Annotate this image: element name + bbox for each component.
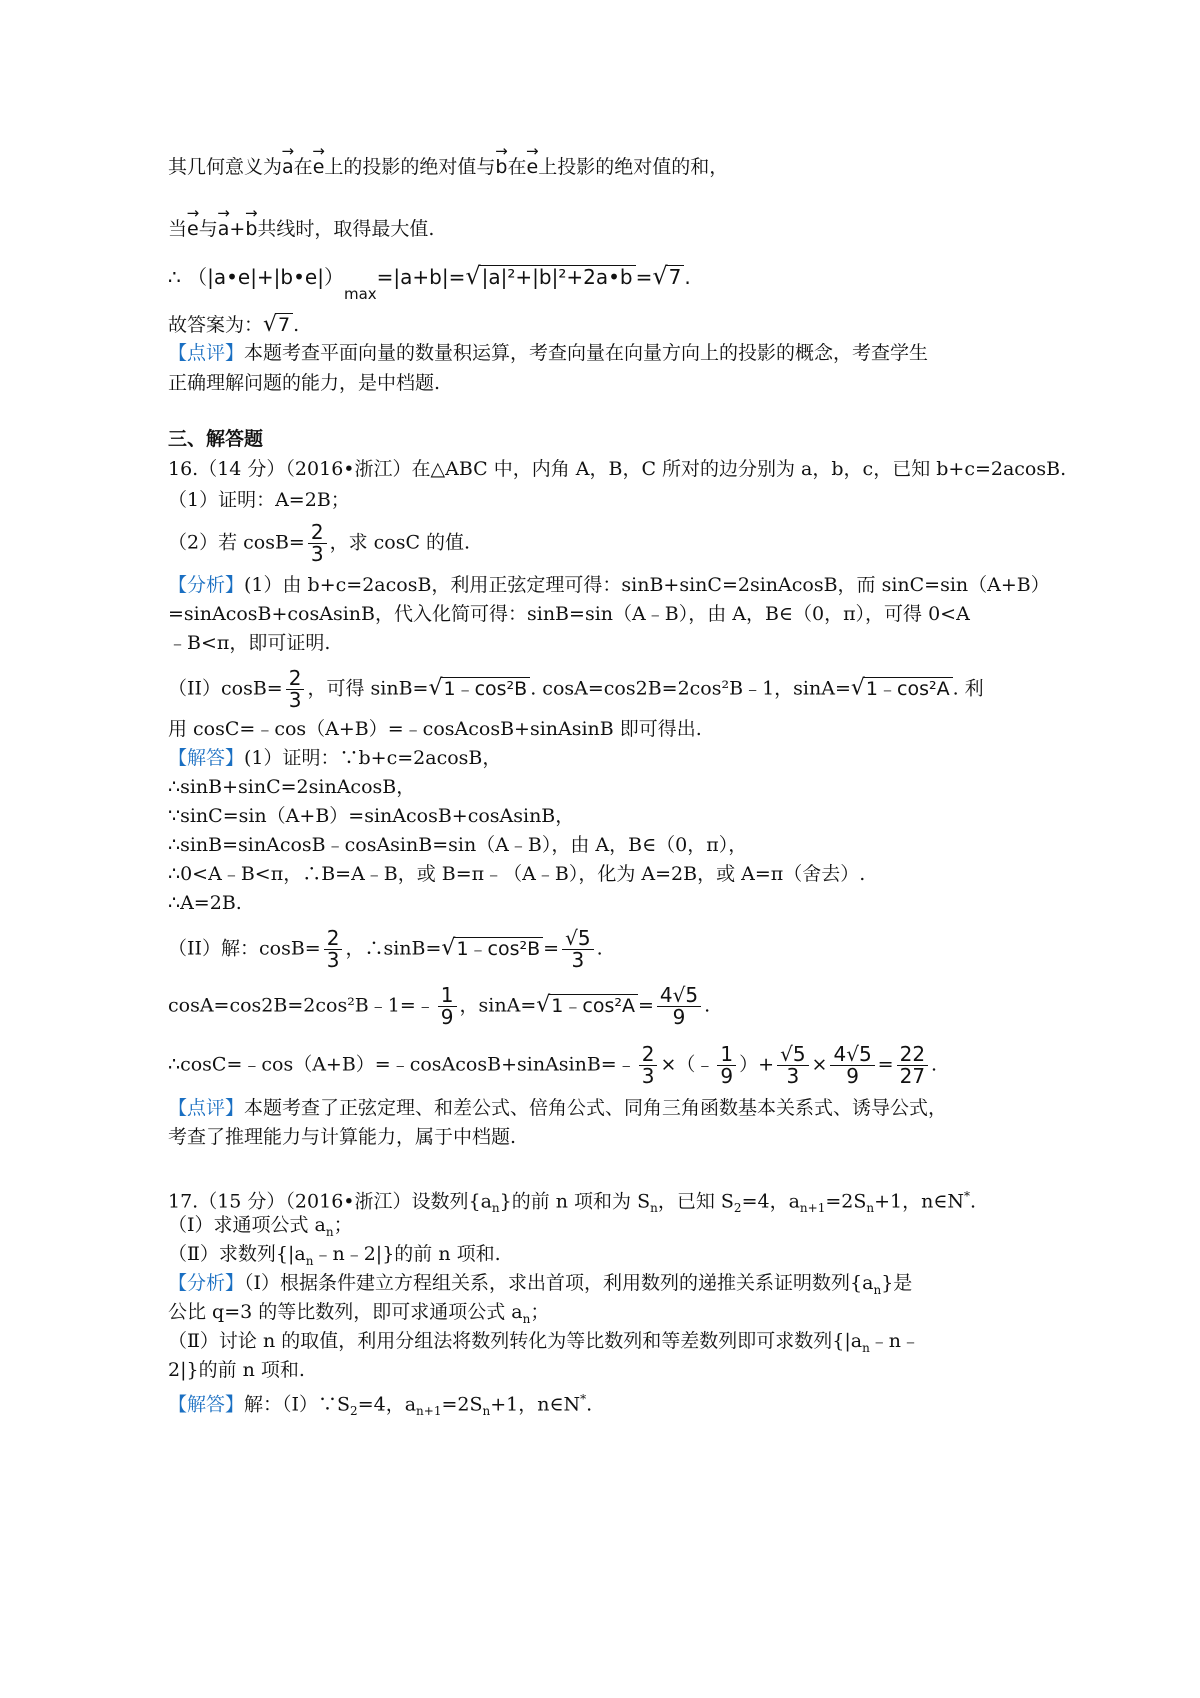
text: ﹣n﹣2|}的前 n 项和. [313, 1243, 501, 1265]
vector-b: → b [495, 148, 507, 176]
numerator: 1 [438, 985, 457, 1007]
vector-e: → e [313, 148, 325, 176]
numerator: 2 [639, 1044, 658, 1066]
subscript: n [325, 1224, 334, 1239]
fraction [562, 928, 593, 971]
vector-e: → e [526, 148, 538, 176]
numerator: √5 [562, 928, 593, 950]
period: . [684, 265, 691, 289]
q16-solution-l5: ∴0<A﹣B<π，∴B=A﹣B，或 B=π﹣（A﹣B），化为 A=2B，或 A=π（舍去）. [168, 863, 866, 885]
prev-comment-line1 [168, 339, 928, 367]
numerator: √5 [777, 1044, 808, 1066]
times-sign: × [811, 1053, 828, 1076]
fraction [717, 1044, 736, 1087]
prev-comment-line2 [168, 369, 440, 397]
fraction [639, 1044, 658, 1087]
vector-e: → e [187, 210, 199, 238]
text: （Ⅱ）求数列{|a [168, 1243, 306, 1265]
vector-a: → a [218, 210, 230, 238]
text: =4，a [357, 1393, 417, 1416]
q16-part1: （1）证明：A=2B； [168, 489, 350, 511]
fraction [438, 985, 457, 1028]
analysis-text: (1）由 b+c=2acosB，利用正弦定理可得：sinB+sinC=2sinAcosB，而 sinC=sin（A+B） [244, 574, 1050, 596]
text: 当 [168, 218, 188, 240]
fraction [308, 522, 327, 565]
q16-analysis-l4 [168, 668, 984, 711]
text: 17.（15 分）（2016•浙江）设数列{a [168, 1190, 492, 1213]
superscript: * [580, 1392, 587, 1406]
text: ﹣n﹣ [869, 1330, 921, 1352]
subscript: n [873, 1282, 882, 1297]
text: （2）若 cosB= [168, 531, 305, 554]
radical-sign: √ [428, 675, 443, 701]
text: 公比 q=3 的等比数列，即可求通项公式 a [168, 1301, 523, 1323]
denominator: 9 [720, 1064, 734, 1088]
text: （Ⅱ）讨论 n 的取值，利用分组法将数列转化为等比数列和等差数列即可求数列{|a [168, 1330, 863, 1352]
q16-stem: 16.（14 分）（2016•浙江）在△ABC 中，内角 A，B，C 所对的边分别为 a，b，c，已知 b+c=2acosB. [168, 458, 1067, 480]
minus-sign: ﹣ [695, 1053, 715, 1076]
q16-solution-part2-l2 [168, 985, 710, 1028]
text: ，已知 S [657, 1190, 734, 1213]
numerator: 1 [717, 1044, 736, 1066]
radicand: 1﹣cos²B [453, 937, 543, 960]
period: . [293, 314, 300, 336]
minus-sign: ﹣ [616, 1053, 636, 1076]
q16-solution-l6: ∴A=2B. [168, 892, 242, 914]
solution-text: (1）证明：∵b+c=2acosB， [244, 747, 502, 769]
subscript: n [522, 1311, 531, 1326]
text: 在 [507, 156, 527, 178]
solution-tag: 【解答】 [168, 1393, 245, 1416]
paren-plus: ）+ [739, 1053, 775, 1076]
radical-sign: √ [850, 675, 865, 701]
text: ，∴sinB= [345, 937, 442, 960]
section-title: 三、解答题 [168, 429, 264, 450]
radical-sign: √ [652, 262, 668, 290]
q16-comment-l1 [168, 1094, 947, 1122]
answer-value: 7 [275, 313, 293, 336]
collinear-line [168, 210, 434, 243]
max-expression: （|a•e|+|b•e|） [187, 265, 344, 289]
text: +1，n∈N [874, 1190, 965, 1213]
text: 上投影的绝对值的和， [538, 156, 729, 178]
radicand: |a|²+|b|²+2a•b [479, 265, 636, 288]
max-subscript: max [343, 285, 377, 303]
subscript: 2 [733, 1201, 742, 1216]
radical-sign: √ [536, 992, 551, 1018]
comment-tag: 【点评】 [168, 1097, 245, 1119]
denominator: 3 [326, 948, 340, 972]
vector-b: → b [245, 210, 257, 238]
subscript: n [650, 1201, 658, 1216]
numerator: 2 [286, 668, 305, 690]
numerator: 4√5 [830, 1044, 874, 1066]
answer-line [168, 311, 299, 339]
denominator: 27 [899, 1064, 926, 1088]
text: （II）解：cosB= [168, 937, 321, 960]
comment-tag: 【点评】 [168, 342, 245, 364]
period: . [596, 937, 603, 960]
fraction [777, 1044, 808, 1087]
q16-solution-part2-l3 [168, 1044, 937, 1087]
text: }的前 n 项和为 S [499, 1190, 651, 1213]
q16-solution-l2: ∴sinB+sinC=2sinAcosB， [168, 776, 416, 798]
text: . [970, 1190, 977, 1213]
denominator: 3 [288, 688, 302, 712]
text: =2S [441, 1393, 483, 1416]
max-result: 7 [666, 265, 685, 288]
subscript: n [482, 1404, 491, 1419]
text: （Ⅰ）求通项公式 a [168, 1214, 326, 1236]
q16-analysis-l2: =sinAcosB+cosAsinB，代入化简可得：sinB=sin（A﹣B），由 A，B∈（0，π），可得 0<A [168, 603, 970, 625]
analysis-tag: 【分析】 [168, 1272, 245, 1294]
q16-analysis-l5: 用 cosC=﹣cos（A+B）=﹣cosAcosB+sinAsinB 即可得出. [168, 718, 702, 740]
subscript: n+1 [416, 1404, 442, 1419]
numerator: 2 [324, 928, 343, 950]
solution-tag: 【解答】 [168, 747, 245, 769]
equals: = [877, 1053, 894, 1076]
denominator: 3 [641, 1064, 655, 1088]
norm-sum: =|a+b|= [376, 265, 466, 289]
text: +1，n∈N [490, 1393, 581, 1416]
radicand: 1﹣cos²B [441, 677, 531, 700]
max-expression-line [168, 262, 691, 303]
numerator: 4√5 [657, 985, 701, 1007]
radical-sign: √ [465, 262, 481, 290]
subscript: n+1 [799, 1201, 826, 1216]
radicand: 1﹣cos²A [548, 994, 638, 1017]
equals: = [543, 937, 560, 960]
denominator: 3 [786, 1064, 800, 1088]
fraction [897, 1044, 928, 1087]
subscript: n [305, 1253, 314, 1268]
text: 上的投影的绝对值与 [324, 156, 496, 178]
q16-solution-l3: ∵sinC=sin（A+B）=sinAcosB+cosAsinB， [168, 805, 575, 827]
text: 解：（Ⅰ）∵S [244, 1393, 351, 1416]
numerator: 2 [308, 522, 327, 544]
fraction [657, 985, 701, 1028]
q16-comment-l2: 考查了推理能力与计算能力，属于中档题. [168, 1126, 517, 1148]
q16-analysis-l1 [168, 571, 1050, 599]
subscript: n [862, 1340, 870, 1355]
text: . [586, 1393, 593, 1416]
denominator: 9 [846, 1064, 859, 1088]
answer-label: 故答案为： [168, 314, 264, 336]
vector-a: → a [282, 148, 294, 176]
therefore-symbol: ∴ [168, 265, 181, 289]
minus-sign: ﹣ [415, 994, 435, 1017]
comment-text: 正确理解问题的能力，是中档题. [168, 372, 441, 394]
radicand: 1﹣cos²A [863, 677, 953, 700]
denominator: 9 [672, 1005, 686, 1029]
equals: = [637, 994, 654, 1017]
period: . [931, 1053, 938, 1076]
analysis-tag: 【分析】 [168, 574, 245, 596]
text: 其几何意义为 [168, 156, 283, 178]
text: ； [333, 1214, 353, 1236]
text: ∴cosC=﹣cos（A+B）=﹣cosAcosB+sinAsinB= [168, 1053, 617, 1076]
fraction [324, 928, 343, 971]
comment-text: 本题考查平面向量的数量积运算，考查向量在向量方向上的投影的概念，考查学生 [244, 342, 929, 364]
text: ，求 cosC 的值. [329, 531, 471, 554]
plus-sign: + [229, 218, 246, 240]
subscript: 2 [350, 1404, 358, 1419]
fraction [830, 1044, 874, 1087]
text: 与 [198, 218, 218, 240]
text: 在 [293, 156, 313, 178]
text: ； [530, 1301, 550, 1323]
text: ，可得 sinB= [307, 677, 429, 700]
comment-text: 本题考查了正弦定理、和差公式、倍角公式、同角三角函数基本关系式、诱导公式， [244, 1097, 948, 1119]
text: （II）cosB= [168, 677, 283, 700]
numerator: 22 [897, 1044, 928, 1066]
text: =4，a [741, 1190, 800, 1213]
q16-solution-part2-l1 [168, 928, 603, 971]
geometric-meaning-line [168, 148, 728, 181]
equals: = [635, 265, 653, 289]
q17-analysis-l4: 2|}的前 n 项和. [168, 1359, 305, 1381]
radical-sign: √ [441, 935, 456, 961]
q16-part2 [168, 522, 470, 565]
times-sign: ×（ [660, 1053, 696, 1076]
subscript: n [491, 1201, 500, 1216]
q17-solution-l1 [168, 1385, 592, 1425]
q16-analysis-l3: ﹣B<π，即可证明. [168, 632, 331, 654]
fraction [286, 668, 305, 711]
q16-solution-l4: ∴sinB=sinAcosB﹣cosAsinB=sin（A﹣B），由 A，B∈（0，π）， [168, 834, 748, 856]
q16-solution-l1 [168, 744, 501, 772]
text: . 利 [952, 677, 984, 700]
text: ，sinA= [459, 994, 537, 1017]
denominator: 3 [310, 542, 324, 566]
text: =2S [825, 1190, 867, 1213]
superscript: * [964, 1189, 971, 1203]
subscript: n [866, 1201, 875, 1216]
text: cosA=cos2B=2cos²B﹣1= [168, 994, 416, 1017]
radical-sign: √ [263, 312, 278, 337]
period: . [704, 994, 711, 1017]
denominator: 9 [440, 1005, 454, 1029]
text: （Ⅰ）根据条件建立方程组关系，求出首项，利用数列的递推关系证明数列{a [244, 1272, 874, 1294]
denominator: 3 [571, 948, 585, 972]
text: 共线时，取得最大值. [257, 218, 435, 240]
text: }是 [881, 1272, 913, 1294]
text: . cosA=cos2B=2cos²B﹣1，sinA= [530, 677, 851, 700]
